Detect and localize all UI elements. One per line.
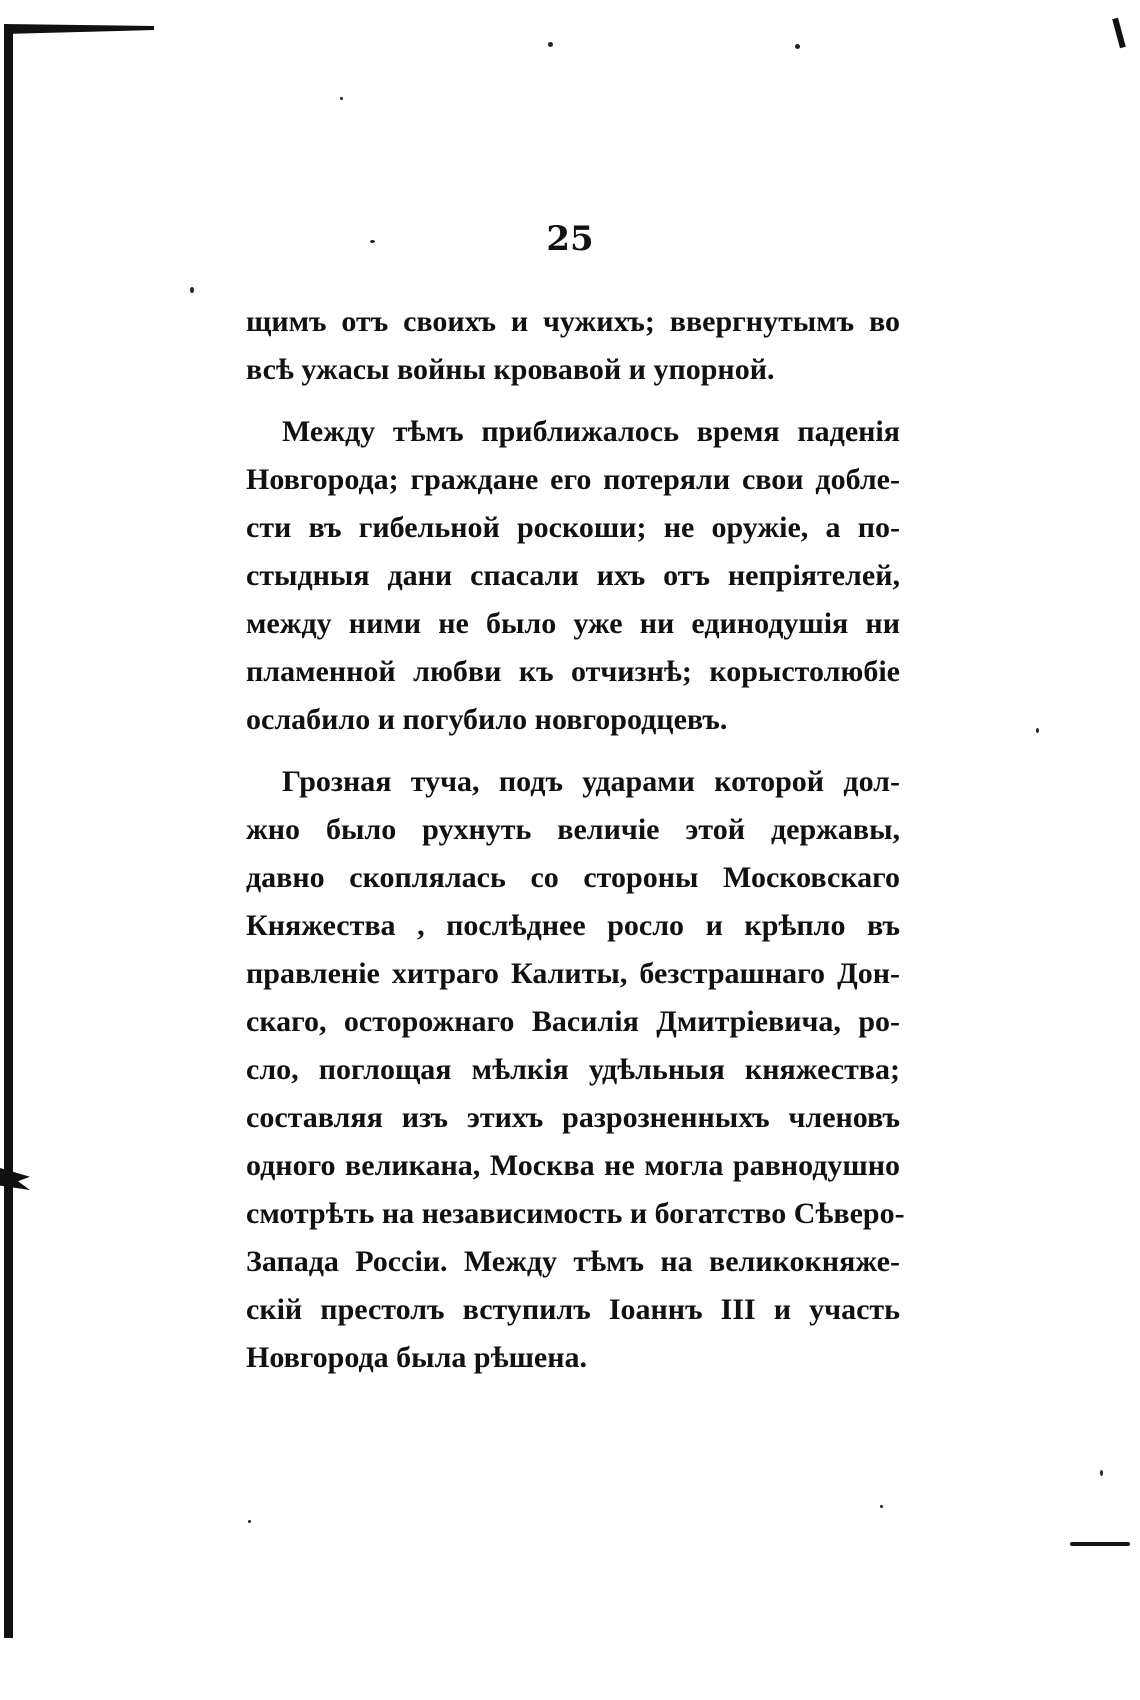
page-number: 25 xyxy=(546,219,594,259)
text-line: составляя изъ этихъ разрозненныхъ членовъ xyxy=(246,1101,900,1134)
scan-speck xyxy=(548,42,553,47)
scan-speck xyxy=(340,97,343,100)
paragraph-1 xyxy=(246,298,900,394)
scan-speck xyxy=(795,44,800,49)
text-line: щимъ отъ своихъ и чужихъ; ввергнутымъ во xyxy=(246,305,900,338)
paragraph-2 xyxy=(246,408,900,744)
text-line: правленіе хитраго Калиты, безстрашнаго Дон- xyxy=(246,957,900,990)
scan-speck xyxy=(190,287,194,293)
text-line: всѣ ужасы войны кровавой и упорной. xyxy=(246,353,775,386)
text-line: сло, поглощая мѣлкія удѣльныя княжества; xyxy=(246,1053,900,1086)
body-text xyxy=(246,298,905,1382)
text-line: между ними не было уже ни единодушія ни xyxy=(246,607,900,640)
text-line: Запада Россіи. Между тѣмъ на великокняже- xyxy=(246,1245,900,1278)
text-line: пламенной любви къ отчизнѣ; корыстолюбіе xyxy=(246,655,900,688)
paragraph-3 xyxy=(246,758,905,1382)
scan-speck xyxy=(1036,728,1039,733)
scan-edge-top xyxy=(4,24,154,34)
scan-edge-left xyxy=(4,28,13,1638)
text-line: одного великана, Москва не могла равнодушно xyxy=(246,1149,900,1182)
scan-mark-top-right xyxy=(1112,18,1126,49)
text-line: ослабило и погубило новгородцевъ. xyxy=(246,703,728,736)
text-line: скаго, осторожнаго Василія Дмитріевича, ро- xyxy=(246,1005,900,1038)
scan-speck xyxy=(880,1505,883,1508)
text-line: Новгорода была рѣшена. xyxy=(246,1341,588,1374)
text-line: Между тѣмъ приближалось время паденія xyxy=(282,415,900,448)
scan-speck xyxy=(1100,1470,1103,1476)
text-line: скій престолъ вступилъ Іоаннъ III и участь xyxy=(246,1293,900,1326)
text-line: стыдныя дани спасали ихъ отъ непріятелей, xyxy=(246,559,900,592)
scan-mark-bottom-right xyxy=(1070,1542,1130,1546)
text-line: сти въ гибельной роскоши; не оружіе, а по- xyxy=(246,511,900,544)
text-line: Грозная туча, подъ ударами которой дол- xyxy=(282,765,900,798)
text-line: Княжества , послѣднее росло и крѣпло въ xyxy=(246,909,900,942)
text-line: давно скоплялась со стороны Московскаго xyxy=(246,861,900,894)
text-line: жно было рухнуть величіе этой державы, xyxy=(246,813,900,846)
text-line: Новгорода; граждане его потеряли свои добле- xyxy=(246,463,900,496)
text-line: смотрѣть на независимость и богатство Сѣверо- xyxy=(246,1197,905,1230)
scan-speck xyxy=(248,1520,251,1523)
